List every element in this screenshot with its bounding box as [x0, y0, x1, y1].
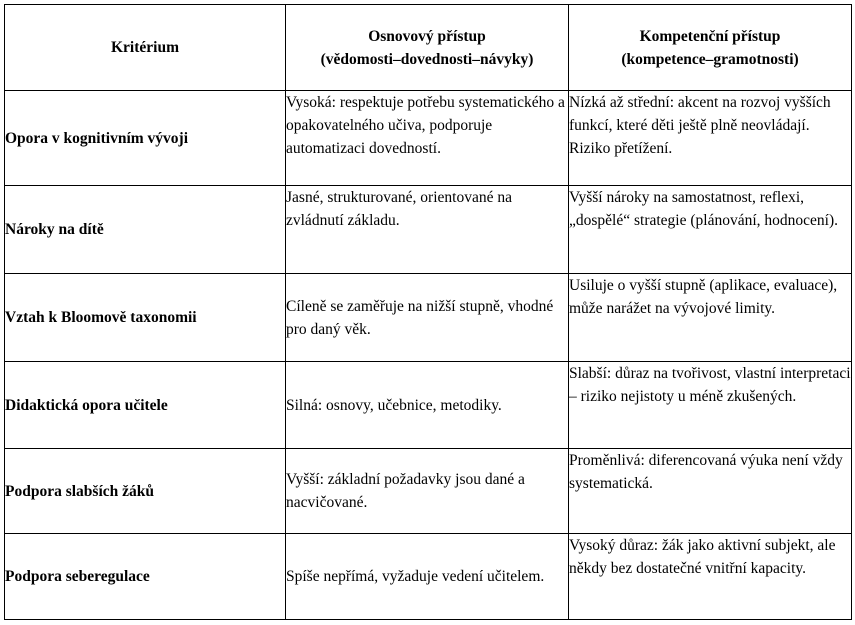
header-competence-title: Kompetenční přístup [639, 27, 781, 45]
table-row [5, 274, 852, 362]
criterion-cell: Opora v kognitivním vývoji [5, 91, 286, 186]
competence-approach-cell: Nízká až střední: akcent na rozvoj vyšších funkcí, které děti ještě plně neovládají. Riziko přetížení. [569, 91, 852, 186]
competence-approach-cell: Usiluje o vyšší stupně (aplikace, evaluace), může narážet na vývojové limity. [569, 274, 852, 362]
basic-approach-cell: Silná: osnovy, učebnice, metodiky. [286, 362, 569, 449]
criterion-cell: Podpora slabších žáků [5, 449, 286, 534]
competence-approach-cell: Slabší: důraz na tvořivost, vlastní interpretaci – riziko nejistoty u méně zkušených. [569, 362, 852, 449]
competence-approach-cell: Proměnlivá: diferencovaná výuka není vždy systematická. [569, 449, 852, 534]
header-basic-approach [286, 5, 569, 91]
table-row [5, 91, 852, 186]
criterion-cell: Podpora seberegulace [5, 534, 286, 620]
basic-approach-cell: Spíše nepřímá, vyžaduje vedení učitelem. [286, 534, 569, 620]
header-criterion: Kritérium [5, 5, 286, 91]
header-basic-title: Osnovový přístup [368, 27, 486, 45]
criterion-cell: Nároky na dítě [5, 186, 286, 274]
header-competence-subtitle: (kompetence–gramotnosti) [621, 50, 799, 68]
header-basic-subtitle: (vědomosti–dovednosti–návyky) [320, 50, 534, 68]
table-row [5, 534, 852, 620]
competence-approach-cell: Vysoký důraz: žák jako aktivní subjekt, ale někdy bez dostatečné vnitřní kapacity. [569, 534, 852, 620]
competence-approach-cell: Vyšší nároky na samostatnost, reflexi, „dospělé“ strategie (plánování, hodnocení). [569, 186, 852, 274]
table-row [5, 362, 852, 449]
comparison-table [4, 4, 852, 620]
header-row [5, 5, 852, 91]
header-competence-approach [569, 5, 852, 91]
basic-approach-cell: Jasné, strukturované, orientované na zvládnutí základu. [286, 186, 569, 274]
table-row [5, 186, 852, 274]
basic-approach-cell: Vyšší: základní požadavky jsou dané a nacvičované. [286, 449, 569, 534]
criterion-cell: Didaktická opora učitele [5, 362, 286, 449]
table-row [5, 449, 852, 534]
basic-approach-cell: Vysoká: respektuje potřebu systematického a opakovatelného učiva, podporuje automatizaci dovedností. [286, 91, 569, 186]
basic-approach-cell: Cíleně se zaměřuje na nižší stupně, vhodné pro daný věk. [286, 274, 569, 362]
criterion-cell: Vztah k Bloomově taxonomii [5, 274, 286, 362]
